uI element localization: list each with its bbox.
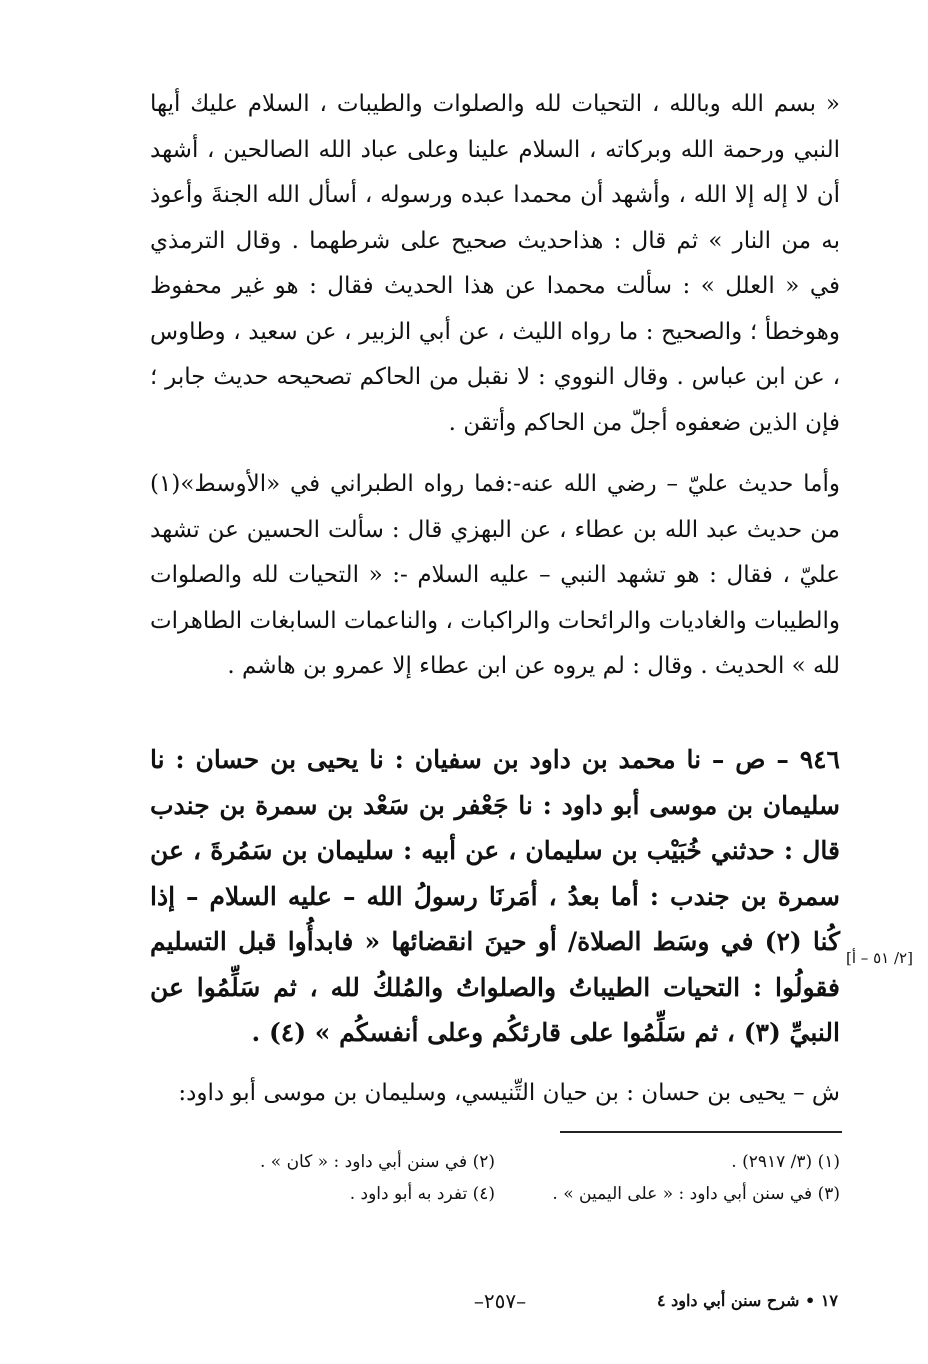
hadith-946-paragraph: ٩٤٦ – ص – نا محمد بن داود بن سفيان : نا يحيى بن حسان : نا سليمان بن موسى أبو داود : نا جَعْفر بن سَعْد بن سمرة بن جندب قال : حدثني خُبَيْب بن سليمان ، عن أبيه : سليمان بن سَمُرةَ ، عن سمرة بن جندب : أما بعدُ ، أمَرنَا رسولُ الله – عليه السلام – إذا كُنا (٢) في وسَط الصلاة/ أو حينَ انقضائها « فابدأُوا قبل التسليم فقولُوا : التحيات الطيباتُ والصلواتُ والمُلكُ لله ، ثم سَلِّمُوا عن النبيِّ (٣) ، ثم سَلِّمُوا على قارئكُم وعلى أنفسكُم » (٤) . xyxy=(150,745,840,1047)
footnote-3: (٣) في سنن أبي داود : « على اليمين » . xyxy=(552,1184,840,1204)
footnote-1: (١) (٣/ ٢٩١٧) . xyxy=(731,1152,840,1172)
footnote-row xyxy=(150,1146,840,1178)
body-paragraph-1: « بسم الله وبالله ، التحيات لله والصلوات والطيبات ، السلام عليك أيها النبي ورحمة الله وبركاته ، السلام علينا وعلى عباد الله الصالحين ، أشهد أن لا إله إلا الله ، وأشهد أن محمدا عبده ورسوله ، أسأل الله الجنةَ وأعوذ به من النار » ثم قال : هذاحديث صحيح على شرطهما . وقال الترمذي في « العلل » : سألت محمدا عن هذا الحديث فقال : هو غير محفوظ وهوخطأ ؛ والصحيح : ما رواه الليث ، عن أبي الزبير ، عن سعيد ، وطاوس ، عن ابن عباس . وقال النووي : لا نقبل من الحاكم تصحيحه حديث جابر ؛ فإن الذين ضعفوه أجلّ من الحاكم وأتقن . xyxy=(150,91,840,436)
printer-signature: ١٧ • شرح سنن أبي داود ٤ xyxy=(656,1291,838,1310)
commentary-paragraph: ش – يحيى بن حسان : بن حيان التِّنيسي، وسليمان بن موسى أبو داود: xyxy=(178,1080,840,1106)
footnote-separator xyxy=(560,1131,842,1133)
page-number: –٢٥٧– xyxy=(473,1289,527,1313)
footnote-4: (٤) تفرد به أبو داود . xyxy=(349,1184,495,1204)
footnote-2: (٢) في سنن أبي داود : « كان » . xyxy=(259,1152,495,1172)
footnote-row xyxy=(150,1178,840,1210)
manuscript-folio-note: [٢/ ٥١ – أ] xyxy=(846,949,913,967)
body-paragraph-2: وأما حديث عليّ – رضي الله عنه-:فما رواه الطبراني في «الأوسط»(١) من حديث عبد الله بن عطاء ، عن البهزي قال : سألت الحسين عن تشهد عليّ ، فقال : هو تشهد النبي – عليه السلام -: « التحيات لله والصلوات والطيبات والغاديات والرائحات والراكبات ، والناعمات السابغات الطاهرات لله » الحديث . وقال : لم يروه عن ابن عطاء إلا عمرو بن هاشم . xyxy=(150,471,840,679)
footnotes xyxy=(150,1146,840,1210)
